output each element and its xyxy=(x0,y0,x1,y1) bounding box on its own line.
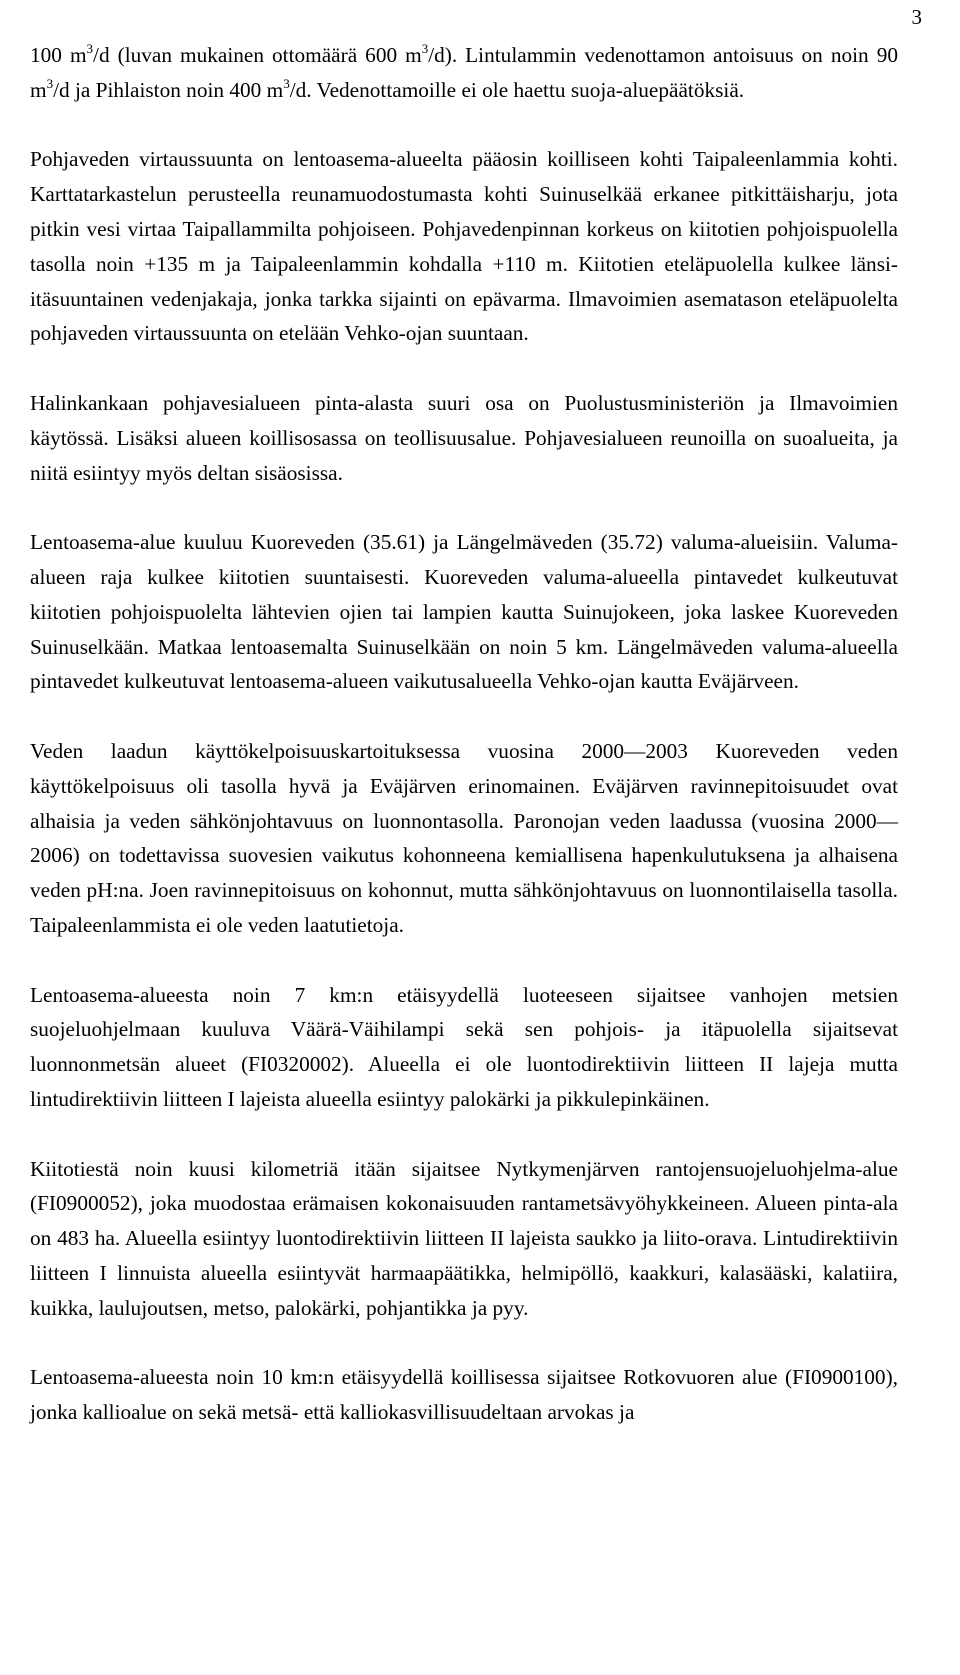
text-segment: /d). Lintulammin vedenottamon antoisuus on noin 90 m xyxy=(30,43,898,102)
superscript: 3 xyxy=(283,75,290,91)
paragraph-rotkovuori: Lentoasema-alueesta noin 10 km:n etäisyydellä koillisessa sijaitsee Rotkovuoren alue (FI0900100), jonka kallioalue on sekä metsä- että kalliokasvillisuudeltaan arvokas ja xyxy=(30,1365,898,1425)
paragraph-water-intake xyxy=(30,38,898,108)
text-segment: /d ja Pihlaiston noin 400 m xyxy=(53,77,284,102)
superscript: 3 xyxy=(46,75,54,91)
paragraph-groundwater-flow: Pohjaveden virtaussuunta on lentoasema-alueelta pääosin koilliseen kohti Taipaleenlammia kohti. Karttatarkastelun perusteella reunamuodostumasta kohti Suinuselkää erkanee pitkittäisharju, jota pitkin vesi virtaa Taipallammilta pohjoiseen. Pohjavedenpinnan korkeus on kiitotien pohjoispuolella tasolla noin +135 m ja Taipaleenlammin kohdalla +110 m. Kiitotien eteläpuolella kulkee länsi-itäsuuntainen vedenjakaja, jonka tarkka sijainti on epävarma. Ilmavoimien asematason eteläpuolelta pohjaveden virtaussuunta on etelään Vehko-ojan suuntaan. xyxy=(30,147,898,346)
paragraph-water-quality: Veden laadun käyttökelpoisuuskartoituksessa vuosina 2000—2003 Kuoreveden veden käyttökelpoisuus oli tasolla hyvä ja Eväjärven erinomainen. Eväjärven ravinnepitoisuudet ovat alhaisia ja veden sähkönjohtavuus on luonnontasolla. Paronojan veden laadussa (vuosina 2000—2006) on todettavissa suovesien vaikutus kohonneena kemiallisena hapenkulutuksena ja alhaisena veden pH:na. Joen ravinnepitoisuus on kohonnut, mutta sähkönjohtavuus on luonnontilaisella tasolla. Taipaleenlammista ei ole veden laatutietoja. xyxy=(30,738,898,937)
paragraph-nytkymenjarvi: Kiitotiestä noin kuusi kilometriä itään sijaitsee Nytkymenjärven rantojensuojeluohjelma-alue (FI0900052), joka muodostaa erämaisen kokonaisuuden rantametsävyöhykkeineen. Alueen pinta-ala on 483 ha. Alueella esiintyy luontodirektiivin liitteen II lajeista saukko ja liito-orava. Lintudirektiivin liitteen I linnuista alueella esiintyvät harmaapäätikka, helmipöllö, kaakkuri, kalasääski, kalatiira, kuikka, laulujoutsen, metso, palokärki, pohjantikka ja pyy. xyxy=(30,1156,898,1320)
text-segment: /d. Vedenottamoille ei ole haettu suoja-aluepäätöksiä. xyxy=(289,77,745,102)
text-segment: /d (luvan mukainen ottomäärä 600 m xyxy=(93,43,422,67)
superscript: 3 xyxy=(421,40,429,56)
paragraph-catchment-areas: Lentoasema-alue kuuluu Kuoreveden (35.61) ja Längelmäveden (35.72) valuma-alueisiin. Valuma-alueen raja kulkee kiitotien suuntaisesti. Kuoreveden valuma-alueella pintavedet kulkeutuvat kiitotien pohjoispuolelta lähtevien ojien tai lampien kautta Suinujokeen, joka laskee Kuoreveden Suinuselkään. Matkaa lentoasemalta Suinuselkään on noin 5 km. Längelmäveden valuma-alueella pintavedet kulkeutuvat lentoasema-alueen vaikutusalueella Vehko-ojan kautta Eväjärveen. xyxy=(30,530,898,694)
text-segment: 100 m xyxy=(30,43,87,67)
superscript: 3 xyxy=(86,40,94,56)
paragraph-protected-forests: Lentoasema-alueesta noin 7 km:n etäisyydellä luoteeseen sijaitsee vanhojen metsien suojeluohjelmaan kuuluva Väärä-Väihilampi sekä sen pohjois- ja itäpuolella sijaitsevat luonnonmetsän alueet (FI0320002). Alueella ei ole luontodirektiivin liitteen II lajeja mutta lintudirektiivin liitteen I lajeista alueella esiintyy palokärki ja pikkulepinkäinen. xyxy=(30,982,898,1111)
document-body xyxy=(30,38,898,1430)
paragraph-halinkangas-area: Halinkankaan pohjavesialueen pinta-alasta suuri osa on Puolustusministeriön ja Ilmavoimien käytössä. Lisäksi alueen koillisosassa on teollisuusalue. Pohjavesialueen reunoilla on suoalueita, ja niitä esiintyy myös deltan sisäosissa. xyxy=(30,390,898,485)
page-number: 3 xyxy=(911,5,922,29)
